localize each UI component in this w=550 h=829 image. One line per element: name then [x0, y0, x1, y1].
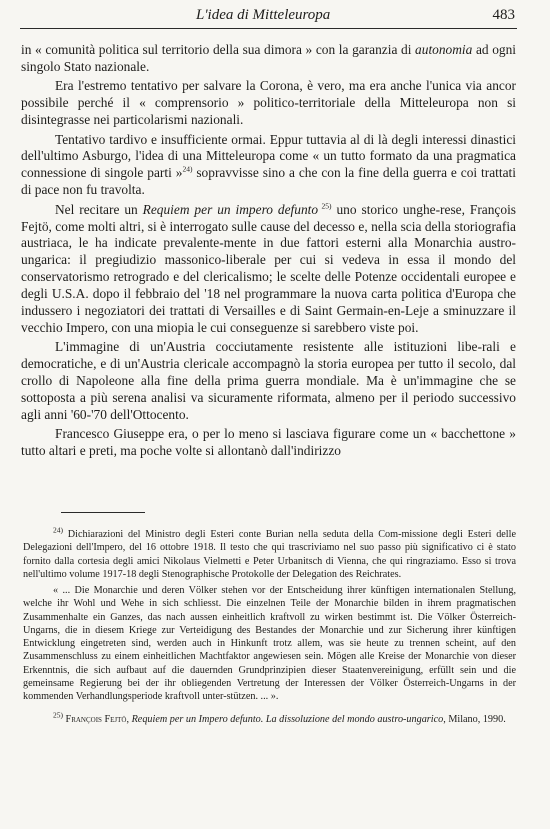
italic-text: autonomia — [415, 42, 473, 57]
paragraph — [21, 78, 516, 129]
footnote-quote: « ... Die Monarchie und deren Völker stehen vor der Entscheidung ihrer künftigen internationalen Stellung, welche ihr Wohl und Wehe in sich schliesst. Die einzelnen Teile der Monarchie bilden in ihrem pragmatischen Zusammenhalte ein Ganzes, das nach aussen einheitlich kraftvoll zu wirken bestimmt ist. Die Völker Österreich-Ungarns, die in diesem Kriege zur Verteidigung des Bestandes der Monarchie und zur Sicherung ihrer künftigen Entwicklung eingetreten sind, werden auch in Hinkunft trotz allem, was sie heute zu trennen scheint, auf den Zusammenschluss zu einem einheitlichen Machtfaktor angewiesen sein. Mögen alle Kreise der Monarchie von dieser Erkenntnis, die sich aufbaut auf die dauernden Grundprinzipien dieser Staatenvereinigung, erfüllt sein und die gemeinsame Regierung bei der ihr obliegenden Vertretung der Interessen der Völker Österreich-Ungarns in der kommenden Verhandlungsperiode kraftvoll unter-stützen. ... ». — [23, 585, 516, 702]
footnotes — [23, 525, 516, 729]
page-number: 483 — [492, 7, 515, 23]
text-run: ad ogni singolo Stato nazionale. — [21, 42, 516, 74]
italic-text: Requiem per un impero defunto — [142, 201, 319, 217]
footnote-marker: 24) — [53, 525, 63, 535]
text-run: uno storico unghe-rese, François Fejtö, come molti altri, si è interrogato sulle cause del decesso e, nella scia della storiografia austriaca, le ha indicate prevalente-mente in due fattori esterni alla Monarchia austro-ungarica: il pregiudizio massonico-liberale per cui si vedeva in essa il mondo del conservatorismo retrogrado e del clericalismo; le scelte delle Potenze occidentali europee e degli U.S.A. dopo il febbraio del '18 nel programmare la nuova carta politica d'Europa che indussero i negoziatori dei trattati di Versailles e di Saint Germain-en-Leje a sminuzzare il vecchio Impero, con una miopia le cui conseguenze si sarebbero viste poi. — [21, 201, 517, 335]
text-run: Nel recitare un — [55, 201, 143, 217]
footnote-separator — [61, 512, 145, 513]
footnote-book-title: Requiem per un Impero defunto. La dissoluzione del mondo austro-ungarico — [131, 714, 444, 726]
paragraph — [21, 426, 516, 460]
running-header — [20, 6, 517, 29]
footnote-marker: 25) — [53, 710, 63, 720]
text-run: in « comunità politica sul territorio della sua dimora » con la garanzia di — [21, 42, 416, 57]
text-run: Francesco Giuseppe era, o per lo meno si lasciava figurare come un « bacchettone » tutto altari e preti, ma poche volte si allontanò dall'indirizzo — [21, 426, 516, 459]
footnote-tail: , Milano, 1990. — [443, 714, 506, 726]
text-run: Era l'estremo tentativo per salvare la Corona, è vero, ma era anche l'unica via ancor possibile perché il « comprensorio » politico-territoriale della Mitteleuropa non si disintegrasse nei particolarismi nazionali. — [21, 78, 516, 128]
paragraph — [21, 42, 516, 76]
footnote-25: $^{25)}$ François Fejtö, Requiem per un Impero defunto. La dissoluzione del mondo austro-ungarico, Milano, 1990. — [53, 710, 506, 726]
footnote-24 — [23, 525, 516, 581]
text-run: L'immagine di un'Austria cocciutamente resistente alle istituzioni libe-rali e democratiche, e di un'Austria clericale accompagnò la storia europea per tutto il secolo, dal crollo di Napoleone alla fine della prima guerra mondiale. Ma è un'immagine che se sottoposta a più serena analisi va sicuramente riformata, almeno per il periodo successivo agli anni '60-'70 dell'Ottocento. — [21, 339, 516, 423]
footnote-text: Dichiarazioni del Ministro degli Esteri conte Burian nella seduta della Com-missione degli Esteri delle Delegazioni dell'Impero, del 16 ottobre 1918. Il testo che qui trascriviamo nel suo passo più significativo ci è stato fornito dalla cortesia degli amici Nikolaus Vielmetti e Peter Urbanitsch di Vienna, che qui ringraziamo. Esso si trova nell'ultimo volume 1917-18 degli Stenographische Protokolle der Delegation des Reichrates. — [23, 529, 516, 580]
footnote-ref: 24) — [182, 164, 193, 174]
paragraph — [21, 132, 516, 200]
footnote-ref: 25) — [318, 201, 332, 211]
text-run: Tentativo tardivo e insufficiente ormai. Eppur tuttavia al di là degli interessi dinastici dell'ultimo Asburgo, l'idea di una Mitteleuropa come « un tutto formato da una pragmatica connessione di singole parti » — [21, 131, 516, 181]
paragraph — [21, 339, 516, 424]
paragraph — [21, 202, 516, 337]
running-title: L'idea di Mitteleuropa — [196, 7, 331, 23]
footnote-author: François Fejtö — [65, 714, 127, 726]
main-text — [21, 42, 516, 463]
text-run: sopravvisse sino a che con la fine della guerra e coi trattati di pace non fu travolta. — [21, 165, 516, 198]
